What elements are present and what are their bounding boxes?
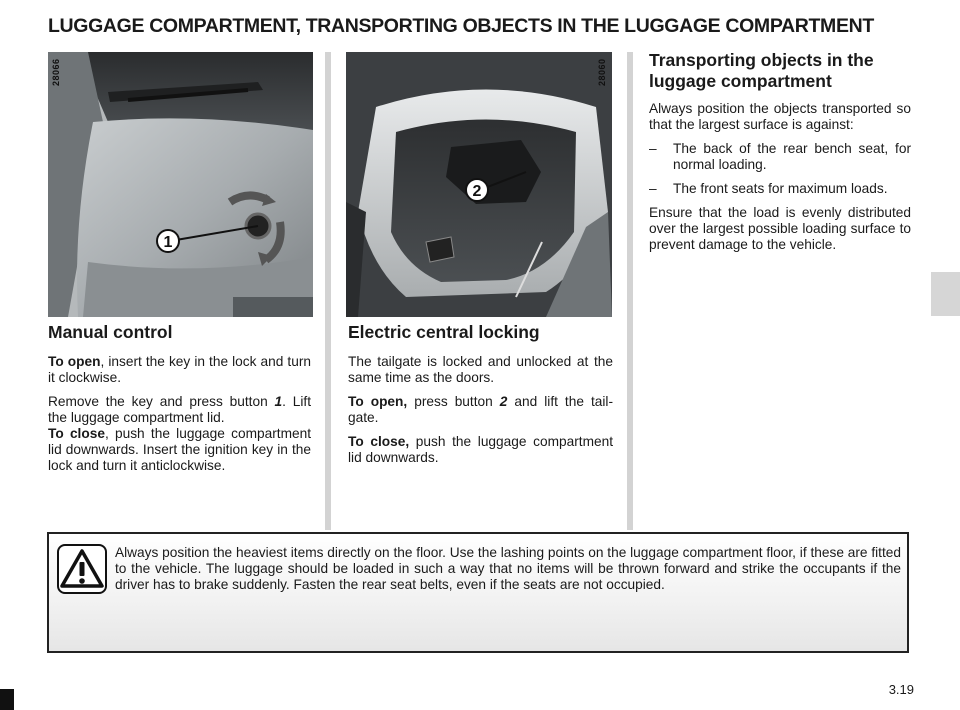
callout-1-label: 1 [163,234,173,251]
warning-triangle-icon [57,544,107,594]
electric-locking-section [348,322,613,474]
figure-ref-middle: 28060 [597,58,607,86]
manual-control-heading: Manual control [48,322,173,342]
manual-open-paragraph [48,354,311,386]
rear-lock-illustration [48,52,313,317]
manual-open-keyword: To open [48,354,101,369]
figure-rear-lock [48,52,313,317]
figure-open-tailgate [346,52,612,317]
page-number: 3.19 [888,682,914,697]
transporting-section [649,50,911,261]
callout-2-label: 2 [472,183,482,200]
manual-open-text: , insert the key in the lock and turn it clockwise. [48,354,312,385]
warning-text: Always position the heaviest items directly on the floor. Use the lashing points on the luggage compartment floor, if these are fitted to the vehicle. The luggage should be loaded in such a way that no items will be thrown forward and strike the occupants if the driver has to brake suddenly. Fasten the rear seat belts, even if the seats are not occupied. [115,545,901,592]
list-dash: – [649,181,657,196]
transporting-heading: Transporting objects in the luggage compartment [649,50,874,91]
electric-close-keyword: To close, [348,434,410,449]
manual-close-paragraph [48,426,311,474]
chapter-tab [931,272,960,316]
column-divider-right [627,52,633,530]
button-1-ref: 1 [274,394,283,409]
list-dash: – [649,141,657,156]
manual-remove-text-a: Remove the key and press button [48,394,275,409]
electric-close-text: push the luggage compartment lid downwards. [348,434,614,465]
electric-open-paragraph [348,394,613,426]
electric-open-keyword: To open, [348,394,408,409]
manual-remove-text-b: . Lift the luggage compartment lid. [48,394,311,425]
figure-ref-left: 28066 [51,58,61,86]
list-item-text: The front seats for maximum loads. [673,181,888,196]
list-item [649,181,911,197]
corner-mark [0,689,14,710]
transporting-outro: Ensure that the load is evenly distributed over the largest possible loading surface to prevent damage to the vehicle. [649,205,911,252]
list-item-text: The back of the rear bench seat, for normal loading. [673,141,911,172]
manual-close-text: , push the luggage compartment lid downwards. Insert the ignition key in the lock and turn it anticlockwise. [48,426,312,473]
electric-locking-heading: Electric central locking [348,322,540,342]
transporting-list [649,141,911,197]
list-item [649,141,911,173]
transporting-intro: Always position the objects transported so that the largest surface is against: [649,101,911,132]
page-title: LUGGAGE COMPARTMENT, TRANSPORTING OBJECTS IN THE LUGGAGE COMPARTMENT [48,15,874,37]
electric-open-text-a: press button [407,394,500,409]
column-divider-left [325,52,331,530]
manual-control-section [48,322,311,482]
manual-close-keyword: To close [48,426,105,441]
electric-close-paragraph [348,434,613,466]
electric-open-text-b: and lift the tailgate. [348,394,614,425]
warning-box [47,532,909,653]
manual-remove-paragraph [48,394,311,426]
button-2-ref: 2 [499,394,508,409]
open-tailgate-illustration [346,52,612,317]
electric-intro-paragraph: The tailgate is locked and unlocked at the same time as the doors. [348,354,613,385]
